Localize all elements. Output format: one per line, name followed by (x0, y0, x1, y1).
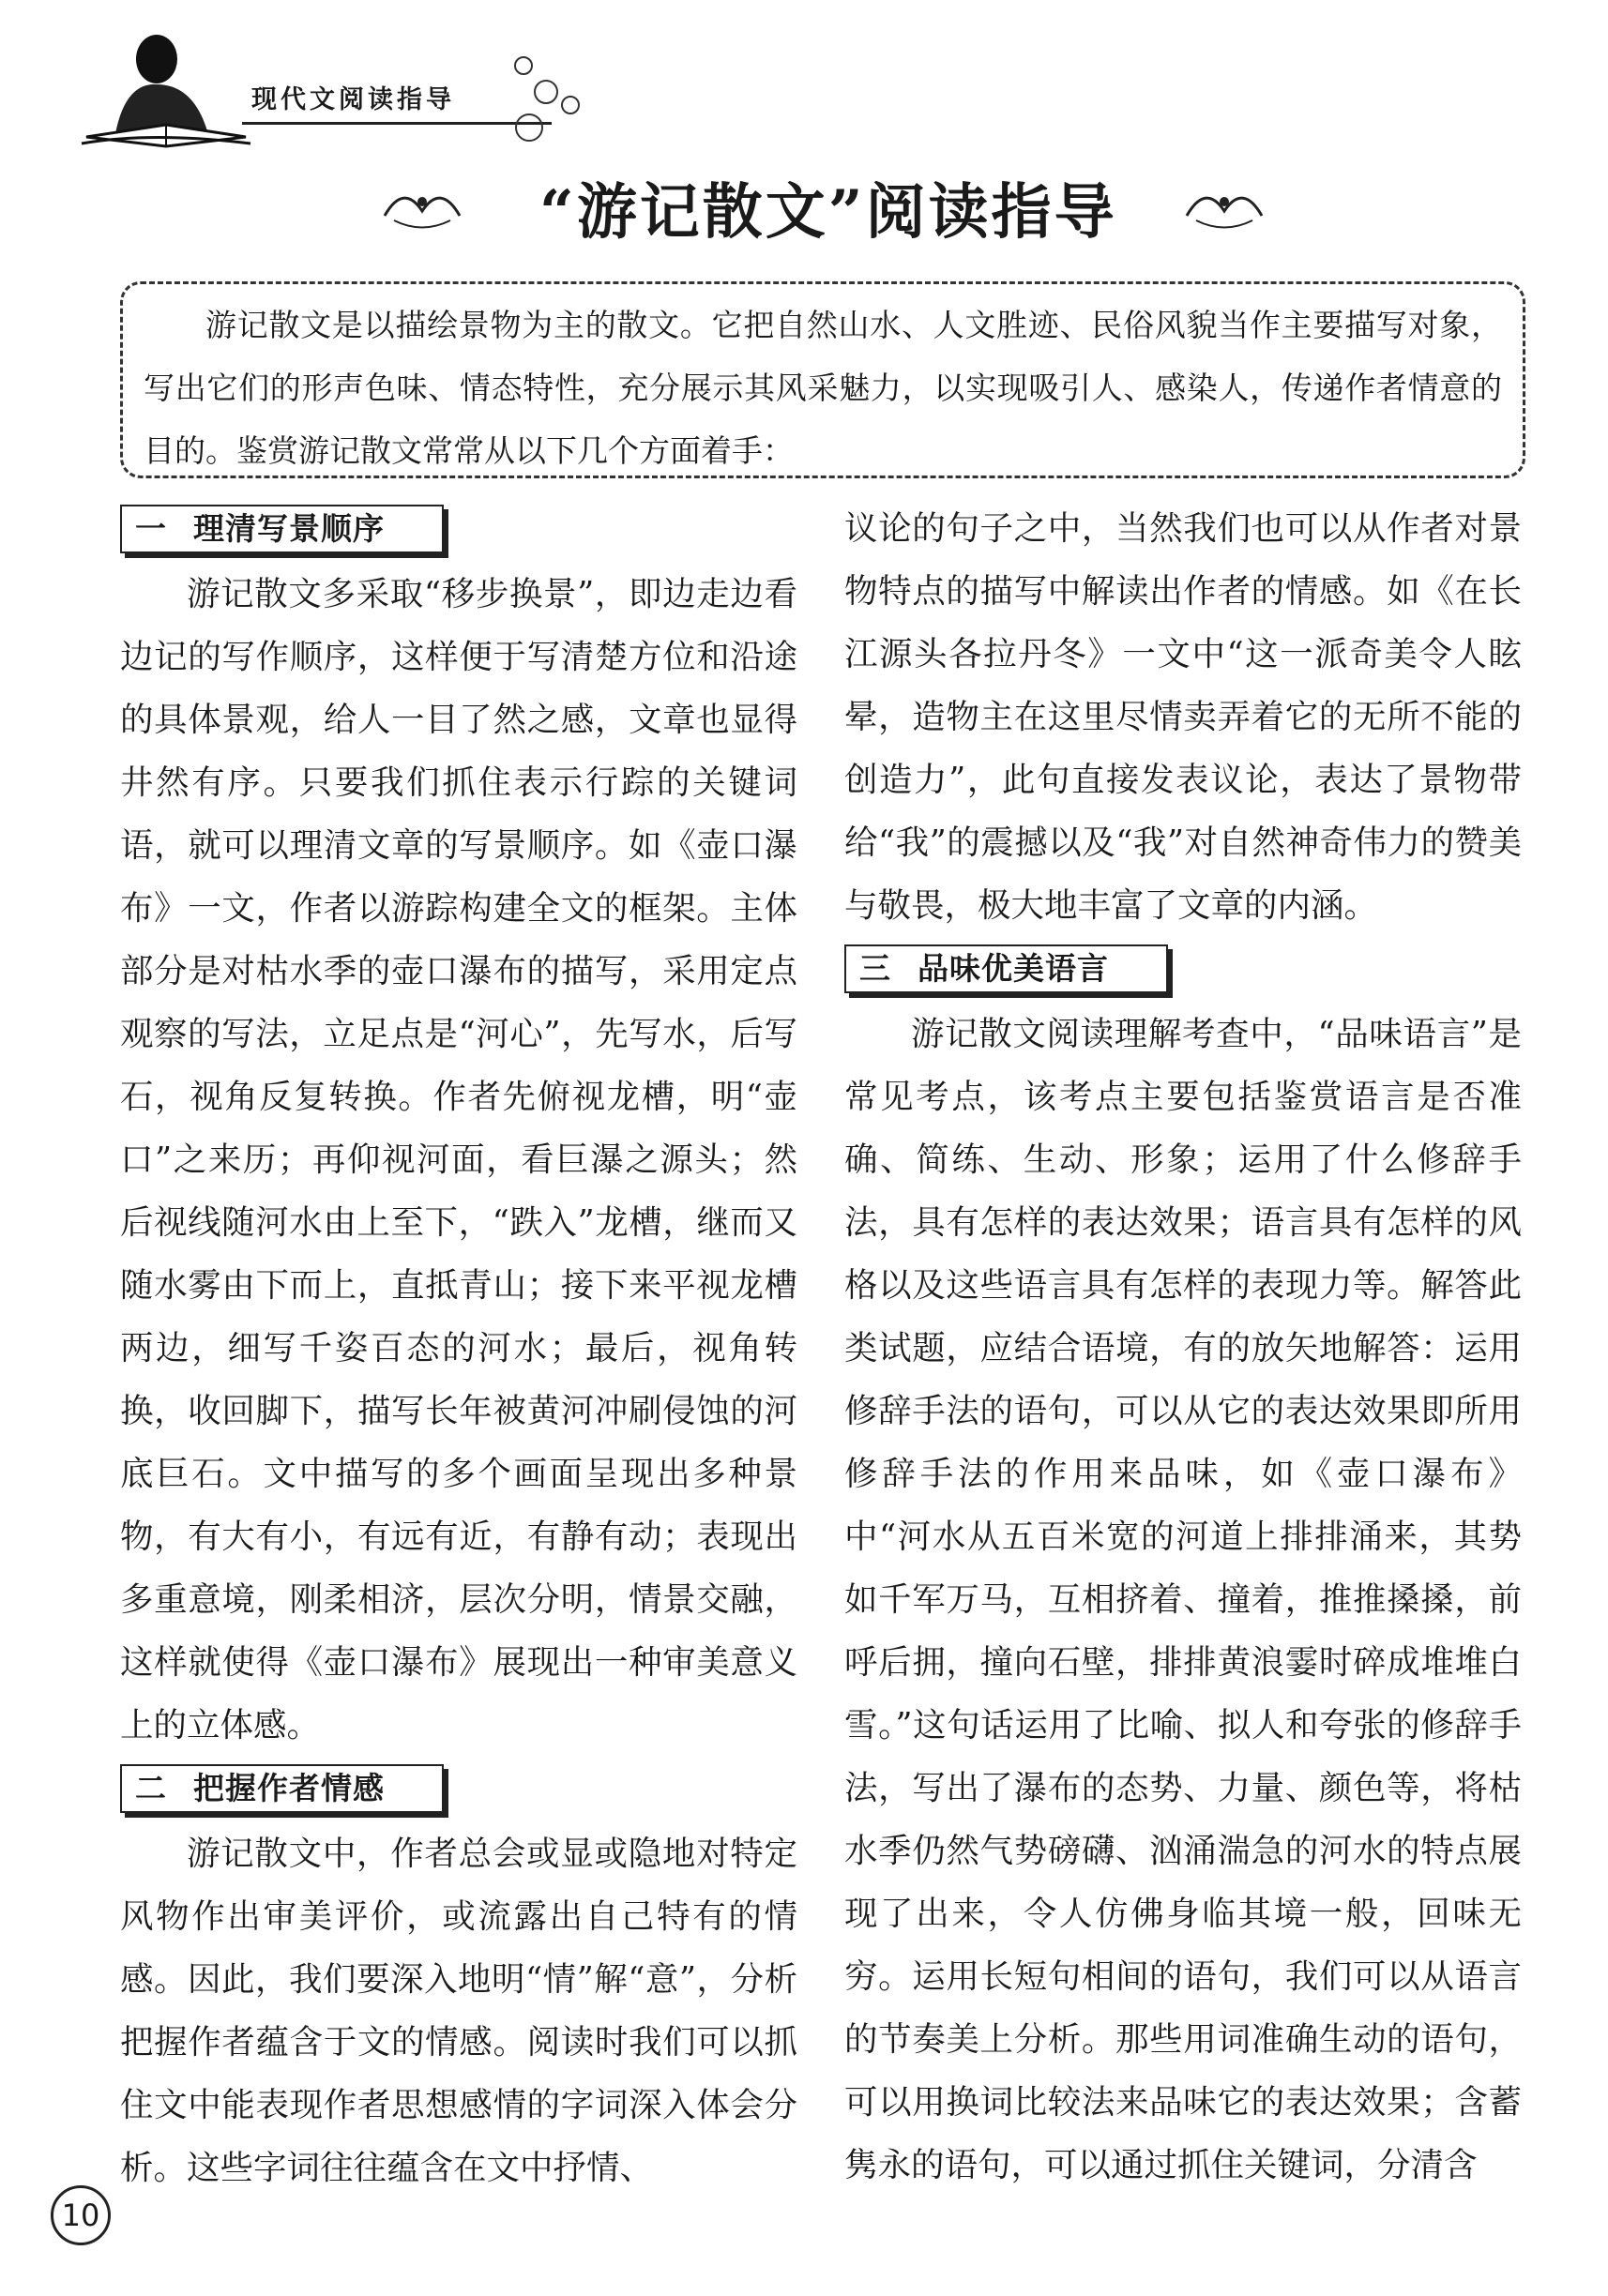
intro-text: 游记散文是以描绘景物为主的散文。它把自然山水、人文胜迹、民俗风貌当作主要描写对象，写出它们的形声色味、情态特性，充分展示其风采魅力，以实现吸引人、感染人，传递作者情意的目的。鉴赏游记散文常常从以下几个方面着手： (144, 307, 1502, 469)
left-column (120, 497, 797, 2199)
section-1-number: 一 (135, 510, 167, 547)
page-number: 10 (51, 2185, 111, 2245)
section-1-title: 理清写景顺序 (193, 510, 385, 547)
header-section-label: 现代文阅读指导 (251, 85, 455, 114)
right-column (844, 497, 1522, 2197)
page-title: “游记散文”阅读指导 (539, 177, 1117, 248)
section-3-number: 三 (859, 950, 891, 987)
section-2-body-part2: 议论的句子之中，当然我们也可以从作者对景物特点的描写中解读出作者的情感。如《在长江源头各拉丹冬》一文中“这一派奇美令人眩晕，造物主在这里尽情卖弄着它的无所不能的创造力”，此句直接发表议论，表达了景物带给“我”的震撼以及“我”对自然神奇伟力的赞美与敬畏，极大地丰富了文章的内涵。 (844, 509, 1522, 925)
section-2-body-part1: 游记散文中，作者总会或显或隐地对特定风物作出审美评价，或流露出自己特有的情感。因此，我们要深入地明“情”解“意”，分析把握作者蕴含于文的情感。阅读时我们可以抓住文中能表现作者思想感情的字词深入体会分析。这些字词往往蕴含在文中抒情、 (120, 1835, 797, 2187)
title-area (0, 155, 1608, 258)
right-ornament-icon (1177, 174, 1271, 239)
section-2-title: 把握作者情感 (193, 1770, 385, 1806)
left-ornament-icon (375, 174, 469, 239)
section-3-body: 游记散文阅读理解考查中，“品味语言”是常见考点，该考点主要包括鉴赏语言是否准确、简练、生动、形象；运用了什么修辞手法，具有怎样的表达效果；语言具有怎样的风格以及这些语言具有怎样的表现力等。解答此类试题，应结合语境，有的放矢地解答：运用修辞手法的语句，可以从它的表达效果即所用修辞手法的作用来品味，如《壶口瀑布》中“河水从五百米宽的河道上排排涌来，其势如千军万马，互相挤着、撞着，推推搡搡，前呼后拥，撞向石壁，排排黄浪霎时碎成堆堆白雪。”这句话运用了比喻、拟人和夸张的修辞手法，写出了瀑布的态势、力量、颜色等，将枯水季仍然气势磅礴、汹涌湍急的河水的特点展现了出来，令人仿佛身临其境一般，回味无穷。运用长短句相间的语句，我们可以从语言的节奏美上分析。那些用词准确生动的语句，可以用换词比较法来品味它的表达效果；含蓄隽永的语句，可以通过抓住关键词，分清含 (844, 1015, 1522, 2184)
section-3-title: 品味优美语言 (918, 950, 1109, 987)
page-header (66, 19, 1567, 141)
section-2-number: 二 (135, 1770, 167, 1806)
section-1-body: 游记散文多采取“移步换景”，即边走边看边记的写作顺序，这样便于写清楚方位和沿途的具体景观，给人一目了然之感，文章也显得井然有序。只要我们抓住表示行踪的关键词语，就可以理清文章的写景顺序。如《壶口瀑布》一文，作者以游踪构建全文的框架。主体部分是对枯水季的壶口瀑布的描写，采用定点观察的写法，立足点是“河心”，先写水，后写石，视角反复转换。作者先俯视龙槽，明“壶口”之来历；再仰视河面，看巨瀑之源头；然后视线随河水由上至下，“跌入”龙槽，继而又随水雾由下而上，直抵青山；接下来平视龙槽两边，细写千姿百态的河水；最后，视角转换，收回脚下，描写长年被黄河冲刷侵蚀的河底巨石。文中描写的多个画面呈现出多种景物，有大有小，有远有近，有静有动；表现出多重意境，刚柔相济，层次分明，情景交融，这样就使得《壶口瀑布》展现出一种审美意义上的立体感。 (120, 575, 797, 1745)
bubbles-decoration-icon (497, 47, 591, 150)
section-2-heading (120, 1764, 444, 1813)
intro-box (120, 281, 1525, 478)
section-1-heading (120, 505, 444, 553)
section-3-heading (844, 944, 1168, 993)
reading-person-icon (77, 26, 255, 148)
